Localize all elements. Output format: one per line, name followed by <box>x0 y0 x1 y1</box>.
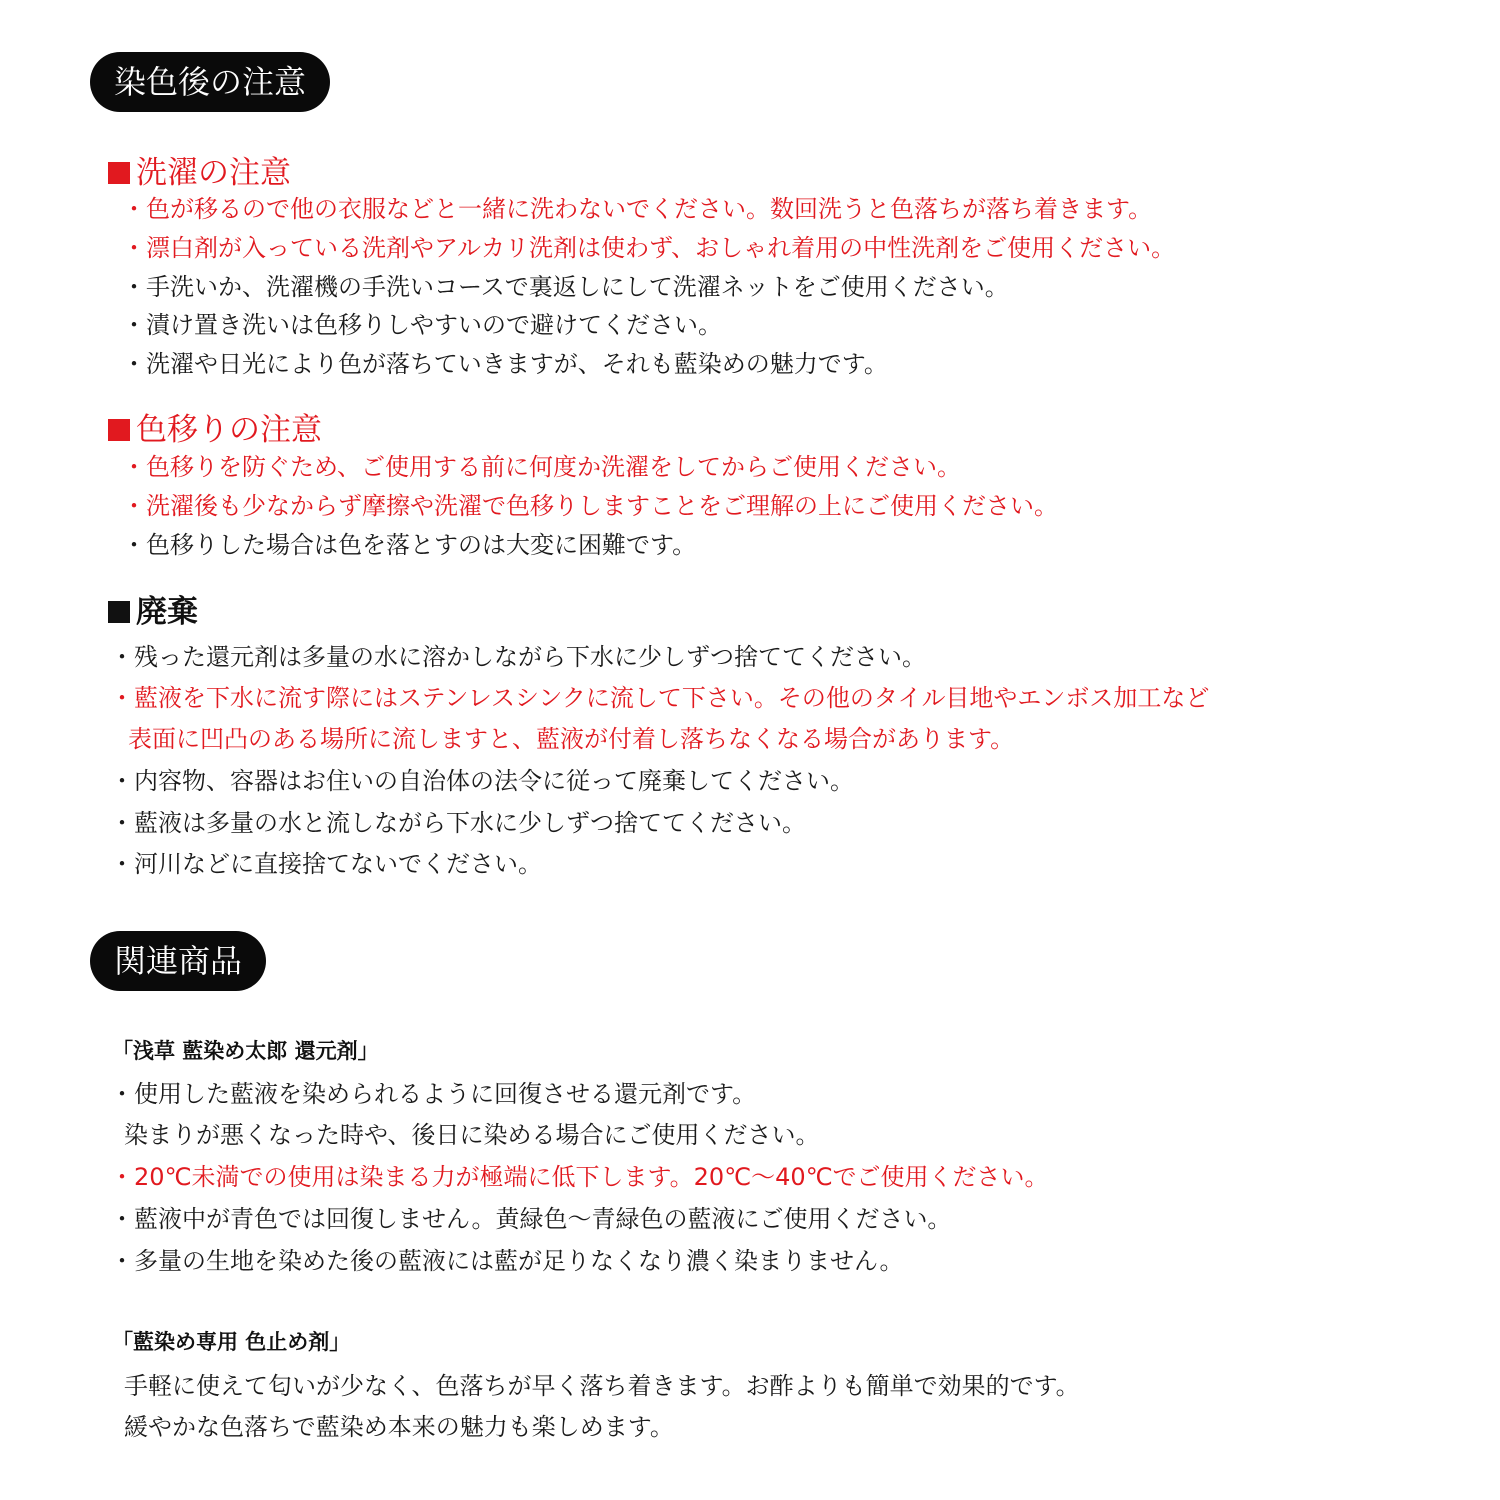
washing-item-5: ・洗濯や日光により色が落ちていきますが、それも藍染めの魅力です。 <box>122 350 888 378</box>
washing-item-4: ・漬け置き洗いは色移りしやすいので避けてください。 <box>122 311 722 339</box>
disposal-heading <box>108 592 198 632</box>
transfer-item-1: ・色移りを防ぐため、ご使用する前に何度か洗濯をしてからご使用ください。 <box>122 453 962 481</box>
square-bullet-icon <box>108 601 130 623</box>
disposal-item-2-cont: 表面に凹凸のある場所に流しますと、藍液が付着し落ちなくなる場合があります。 <box>128 725 1015 753</box>
transfer-item-2: ・洗濯後も少なからず摩擦や洗濯で色移りしますことをご理解の上にご使用ください。 <box>122 492 1058 520</box>
product-1-item-3: ・藍液中が青色では回復しません。黄緑色〜青緑色の藍液にご使用ください。 <box>110 1205 952 1233</box>
disposal-heading-label: 廃棄 <box>136 594 198 630</box>
transfer-heading-label: 色移りの注意 <box>136 412 322 448</box>
disposal-item-5: ・河川などに直接捨てないでください。 <box>110 850 542 878</box>
product-2-item-2: 緩やかな色落ちで藍染め本来の魅力も楽しめます。 <box>124 1413 674 1441</box>
product-1-item-1: ・使用した藍液を染められるように回復させる還元剤です。 <box>110 1080 757 1108</box>
transfer-heading <box>108 410 322 450</box>
section-title-aftercare: 染色後の注意 <box>90 52 330 112</box>
washing-item-1: ・色が移るので他の衣服などと一緒に洗わないでください。数回洗うと色落ちが落ち着きます。 <box>122 195 1153 223</box>
disposal-item-4: ・藍液は多量の水と流しながら下水に少しずつ捨ててください。 <box>110 809 806 837</box>
product-1-item-1-cont: 染まりが悪くなった時や、後日に染める場合にご使用ください。 <box>124 1121 820 1149</box>
washing-item-2: ・漂白剤が入っている洗剤やアルカリ洗剤は使わず、おしゃれ着用の中性洗剤をご使用ください。 <box>122 234 1176 262</box>
disposal-item-2: ・藍液を下水に流す際にはステンレスシンクに流して下さい。その他のタイル目地やエンボス加工など <box>110 684 1210 712</box>
square-bullet-icon <box>108 419 130 441</box>
washing-heading-label: 洗濯の注意 <box>136 155 291 191</box>
product-1-name: 「浅草 藍染め太郎 還元剤」 <box>112 1039 379 1063</box>
product-1-item-2: ・20℃未満での使用は染まる力が極端に低下します。20℃〜40℃でご使用ください。 <box>110 1163 1049 1191</box>
washing-heading <box>108 153 291 193</box>
product-1-item-4: ・多量の生地を染めた後の藍液には藍が足りなくなり濃く染まりません。 <box>110 1247 904 1275</box>
product-2-item-1: 手軽に使えて匂いが少なく、色落ちが早く落ち着きます。お酢よりも簡単で効果的です。 <box>124 1372 1080 1400</box>
disposal-item-3: ・内容物、容器はお住いの自治体の法令に従って廃棄してください。 <box>110 767 854 795</box>
disposal-item-1: ・残った還元剤は多量の水に溶かしながら下水に少しずつ捨ててください。 <box>110 643 926 671</box>
transfer-item-3: ・色移りした場合は色を落とすのは大変に困難です。 <box>122 531 697 559</box>
washing-item-3: ・手洗いか、洗濯機の手洗いコースで裏返しにして洗濯ネットをご使用ください。 <box>122 273 1009 301</box>
section-title-related: 関連商品 <box>90 931 266 991</box>
square-bullet-icon <box>108 162 130 184</box>
product-2-name: 「藍染め専用 色止め剤」 <box>112 1330 351 1354</box>
